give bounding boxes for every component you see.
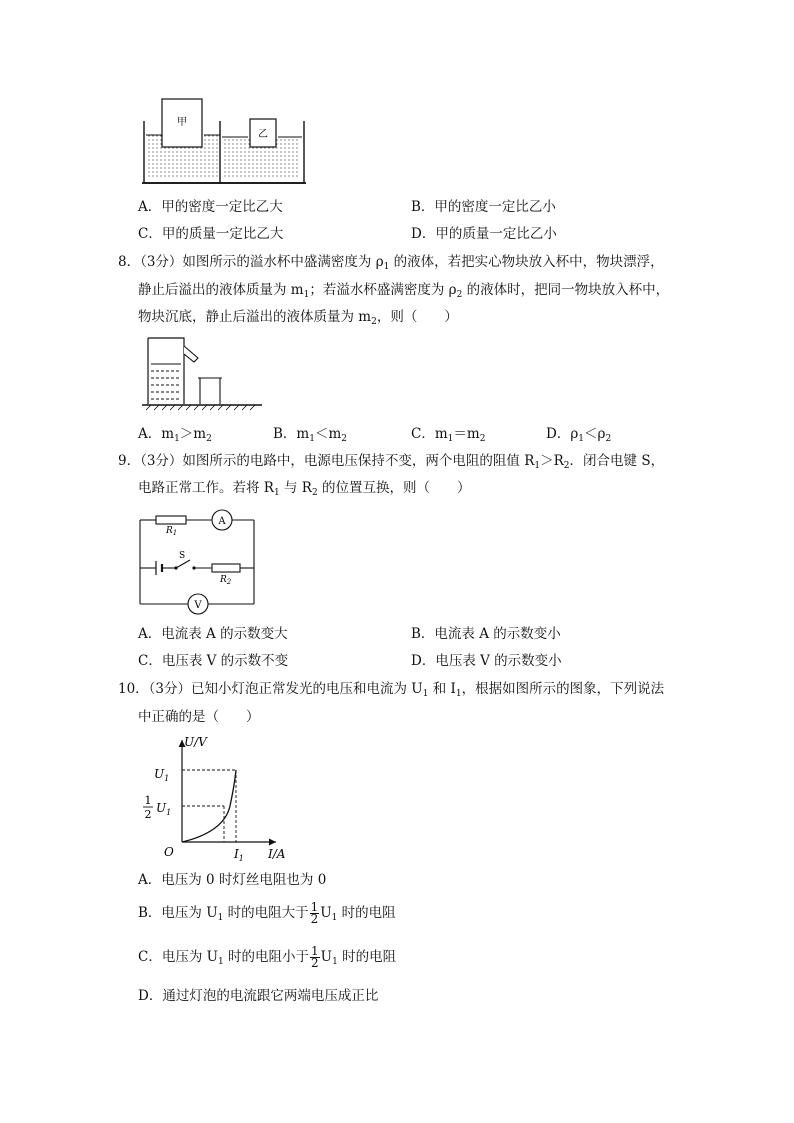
q7-option-a[interactable]: A．甲的密度一定比乙大: [138, 199, 283, 215]
fraction-one-half: $\frac{1}{2}$: [311, 944, 319, 970]
figure-q7-containers: [140, 95, 310, 187]
q10-option-b[interactable]: B．电压为 $U_1$ 时的电阻大于 $\frac{1}{2}$ $U_1$ 时的电阻: [138, 900, 396, 926]
q8-option-b[interactable]: B．$m_1<m_2$: [273, 426, 348, 444]
svg-text:1: 1: [144, 794, 152, 807]
q9-option-c[interactable]: C．电压表 V 的示数不变: [138, 653, 289, 669]
q8-option-a[interactable]: A．$m_1>m_2$: [138, 426, 212, 444]
svg-text:U1: $U_1$: [154, 767, 170, 783]
fraction-one-half: $\frac{1}{2}$: [310, 900, 319, 926]
q8-option-d[interactable]: D．$\rho_1<\rho_2$: [546, 426, 612, 444]
svg-text:S: S: [179, 551, 186, 561]
q8-option-c[interactable]: C．$m_1=m_2$: [411, 426, 486, 444]
q8-stem-line1: 8．（3分）如图所示的溢水杯中盛满密度为 $\rho_1$ 的液体，若把实心物块放入杯中，物块漂浮，: [118, 254, 664, 272]
q9-option-b[interactable]: B．电流表 A 的示数变小: [411, 626, 561, 642]
figure-q9-circuit: [136, 506, 262, 616]
q8-stem-line3: 物块沉底，静止后溢出的液体质量为 $m_2$，则（ ）: [138, 309, 458, 327]
svg-text:I1: $I_1$: [234, 847, 244, 863]
label-jia: 甲: [177, 117, 187, 128]
svg-text:V: V: [194, 600, 202, 611]
svg-text:R1: $R_1$: [166, 526, 178, 537]
q7-option-c[interactable]: C．甲的质量一定比乙大: [138, 226, 284, 242]
q7-option-d[interactable]: D．甲的质量一定比乙小: [411, 226, 557, 242]
q10-stem-line2: 中正确的是（ ）: [138, 709, 260, 725]
svg-text:O: O: [164, 845, 174, 859]
q7-option-b[interactable]: B．甲的密度一定比乙小: [411, 199, 556, 215]
q8-stem-line2: 静止后溢出的液体质量为 $m_1$；若溢水杯盛满密度为 $\rho_2$ 的液体时，把同一物块放入杯中，: [138, 282, 670, 300]
q10-stem-line1: 10．（3分）已知小灯泡正常发光的电压和电流为 $U_1$ 和 $I_1$，根据如图所示的图象，下列说法: [118, 681, 665, 699]
q10-option-d[interactable]: D．通过灯泡的电流跟它两端电压成正比: [138, 988, 379, 1004]
q10-option-c[interactable]: C．电压为 $U_1$ 时的电阻小于 $\frac{1}{2}$ $U_1$ 时的电阻: [138, 944, 397, 970]
svg-text:U/V: U/V: [184, 735, 207, 749]
figure-q10-ui-graph: [138, 732, 294, 864]
figure-q8-overflow-cup: [138, 334, 268, 412]
svg-text:2: 2: [144, 808, 152, 821]
q9-option-a[interactable]: A．电流表 A 的示数变大: [138, 626, 288, 642]
svg-text:A: A: [218, 516, 226, 527]
q9-option-d[interactable]: D．电压表 V 的示数变小: [411, 653, 562, 669]
q10-option-a[interactable]: A．电压为 0 时灯丝电阻也为 0: [138, 872, 327, 888]
svg-text:I/A: I/A: [268, 847, 286, 861]
q9-stem-line2: 电路正常工作。若将 $R_1$ 与 $R_2$ 的位置互换，则（ ）: [138, 480, 471, 498]
svg-text:U1: $U_1$: [156, 801, 172, 817]
svg-text:R2: $R_2$: [220, 575, 232, 586]
q9-stem-line1: 9．（3分）如图所示的电路中，电源电压保持不变，两个电阻的阻值 $R_1>R_2$．闭合电键 S，: [118, 453, 665, 471]
label-yi: 乙: [258, 129, 268, 140]
